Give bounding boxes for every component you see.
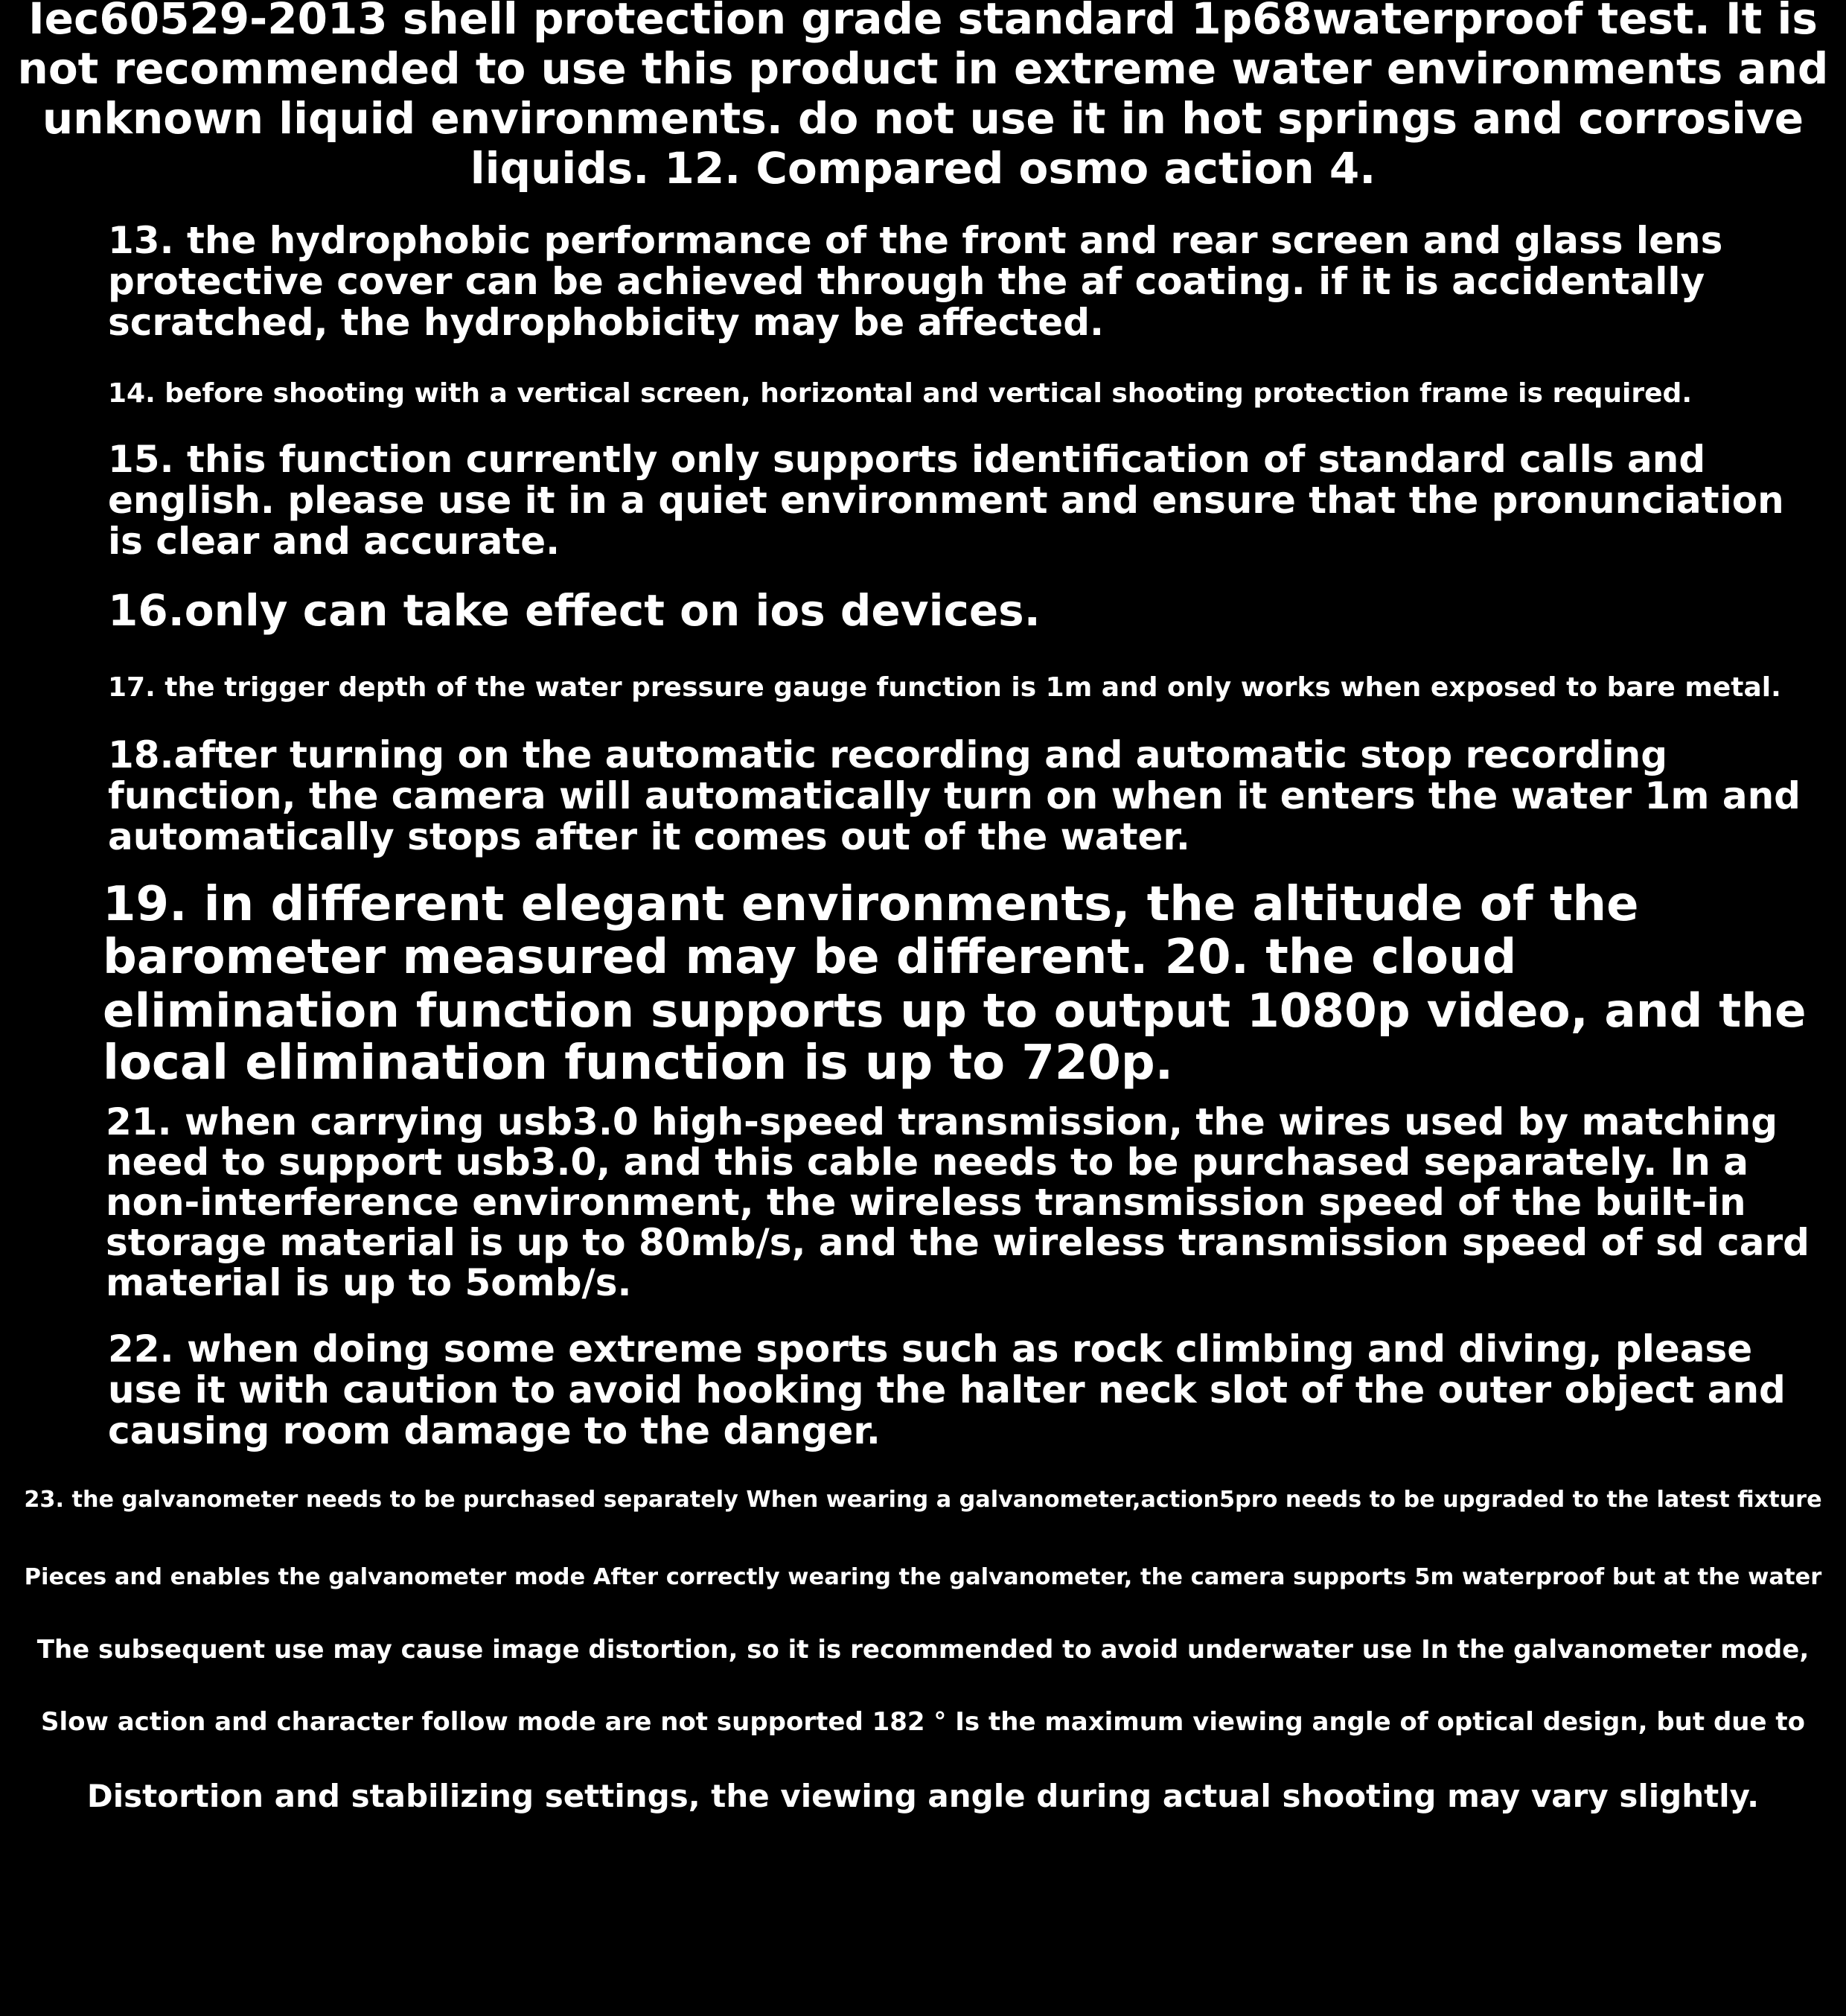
note-21	[106, 1102, 1810, 1303]
note-line: scratched, the hydrophobicity may be affected.	[108, 301, 1104, 344]
note-18	[108, 735, 1801, 858]
note-line: automatically stops after it comes out of the water.	[108, 815, 1190, 858]
note-14	[108, 377, 1692, 410]
note-line: 19. in different elegant environments, the altitude of the	[103, 877, 1639, 932]
note-line: 13. the hydrophobic performance of the front and rear screen and glass lens	[108, 219, 1723, 262]
note-line: need to support usb3.0, and this cable needs to be purchased separately. In a	[106, 1141, 1748, 1184]
note-line: local elimination function is up to 720p.	[103, 1036, 1174, 1091]
note-line: Slow action and character follow mode are not supported 182 ° Is the maximum viewing angle of optical design, but due to	[40, 1707, 1806, 1737]
note-line: 14. before shooting with a vertical screen, horizontal and vertical shooting protection frame is required.	[108, 378, 1692, 409]
note-23-line-3	[0, 1633, 1846, 1666]
note-line: english. please use it in a quiet environment and ensure that the pronunciation	[108, 479, 1784, 522]
note-line: 16.only can take effect on ios devices.	[108, 585, 1041, 636]
note-13	[108, 220, 1722, 343]
note-line: is clear and accurate.	[108, 520, 560, 563]
note-line: Pieces and enables the galvanometer mode After correctly wearing the galvanometer, the camera supports 5m waterproof but at the water	[24, 1564, 1822, 1590]
note-line: The subsequent use may cause image distortion, so it is recommended to avoid underwater use In the galvanometer mode,	[36, 1635, 1810, 1665]
note-23-line-4	[0, 1706, 1846, 1738]
note-17	[108, 672, 1781, 704]
note-line: protective cover can be achieved through the af coating. if it is accidentally	[108, 260, 1705, 303]
note-line: 23. the galvanometer needs to be purchased separately When wearing a galvanometer,action5pro needs to be upgraded to the latest fixture	[24, 1487, 1822, 1513]
intro-line: unknown liquid environments. do not use it in hot springs and corrosive	[42, 93, 1804, 144]
intro-line: liquids. 12. Compared osmo action 4.	[470, 143, 1376, 194]
note-16	[108, 586, 1041, 635]
note-line: barometer measured may be different. 20. the cloud	[103, 930, 1517, 985]
note-line: causing room damage to the danger.	[108, 1409, 881, 1452]
note-22	[108, 1329, 1786, 1452]
note-line: 22. when doing some extreme sports such as rock climbing and diving, please	[108, 1327, 1753, 1371]
note-line: function, the camera will automatically turn on when it enters the water 1m and	[108, 774, 1801, 817]
intro-line: Iec60529-2013 shell protection grade standard 1p68waterproof test. It is	[28, 0, 1818, 44]
note-line: 21. when carrying usb3.0 high-speed transmission, the wires used by matching	[106, 1100, 1778, 1143]
note-23-line-5	[0, 1778, 1846, 1815]
note-line: storage material is up to 80mb/s, and the wireless transmission speed of sd card	[106, 1221, 1810, 1264]
note-line: elimination function supports up to output 1080p video, and the	[103, 983, 1807, 1038]
note-15	[108, 439, 1784, 562]
intro-paragraph	[0, 0, 1846, 194]
note-line: use it with caution to avoid hooking the halter neck slot of the outer object and	[108, 1368, 1786, 1411]
note-23-line-2	[0, 1561, 1846, 1594]
note-line: material is up to 5omb/s.	[106, 1261, 632, 1304]
note-line: Distortion and stabilizing settings, the viewing angle during actual shooting may vary slightly.	[86, 1778, 1760, 1814]
note-line: 18.after turning on the automatic recording and automatic stop recording	[108, 733, 1668, 776]
note-line: 15. this function currently only supports identification of standard calls and	[108, 438, 1706, 481]
note-line: non-interference environment, the wireless transmission speed of the built-in	[106, 1181, 1746, 1224]
note-line: 17. the trigger depth of the water pressure gauge function is 1m and only works when exposed to bare metal.	[108, 672, 1781, 703]
intro-line: not recommended to use this product in extreme water environments and	[17, 43, 1829, 94]
note-23-line-1	[0, 1484, 1846, 1516]
note-19-20	[103, 878, 1807, 1090]
